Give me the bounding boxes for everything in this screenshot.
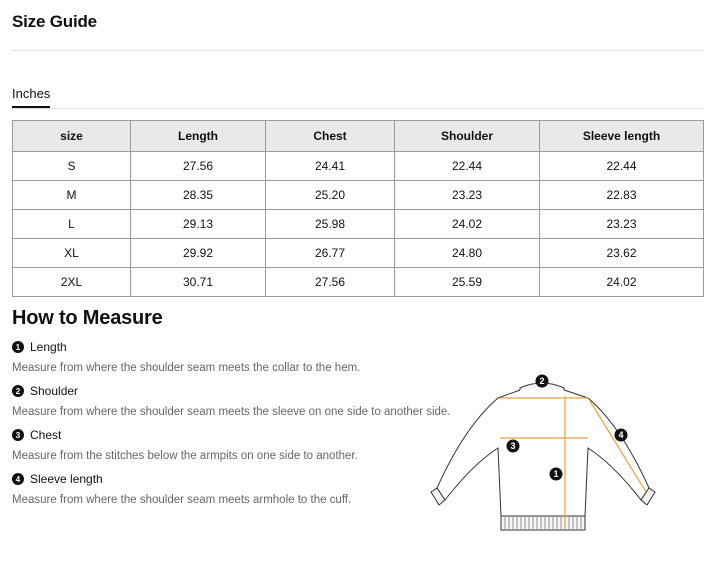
cell-chest: 27.56: [266, 268, 395, 297]
marker-4: 4: [618, 430, 624, 440]
table-row: [13, 152, 704, 181]
page-title: Size Guide: [12, 12, 97, 31]
cell-length: 29.92: [131, 239, 266, 268]
cell-length: 30.71: [131, 268, 266, 297]
cell-sleeve-length: 22.83: [540, 181, 704, 210]
cell-chest: 25.20: [266, 181, 395, 210]
table-row: [13, 210, 704, 239]
measure-description: Measure from where the shoulder seam meets armhole to the cuff.: [12, 494, 352, 506]
cell-size: L: [13, 210, 131, 239]
measure-label: Sleeve length: [30, 472, 103, 486]
cell-size: 2XL: [13, 268, 131, 297]
measure-description: Measure from the stitches below the armpits on one side to another.: [12, 450, 358, 462]
cell-shoulder: 23.23: [395, 181, 540, 210]
cell-length: 28.35: [131, 181, 266, 210]
number-3-icon: 3: [12, 429, 24, 441]
measure-label: Chest: [30, 428, 62, 442]
col-header-shoulder: Shoulder: [395, 121, 540, 152]
measure-shoulder-title: [12, 384, 78, 398]
cell-shoulder: 24.80: [395, 239, 540, 268]
col-header-size: size: [13, 121, 131, 152]
cell-chest: 25.98: [266, 210, 395, 239]
measure-label: Length: [30, 340, 67, 354]
measure-label: Shoulder: [30, 384, 79, 398]
cell-size: S: [13, 152, 131, 181]
marker-3: 3: [510, 441, 516, 451]
cell-chest: 26.77: [266, 239, 395, 268]
measure-chest-title: [12, 428, 61, 442]
how-to-measure-heading: How to Measure: [12, 307, 163, 329]
cell-sleeve-length: 24.02: [540, 268, 704, 297]
cell-length: 29.13: [131, 210, 266, 239]
marker-1: 1: [553, 469, 559, 479]
cell-sleeve-length: 23.62: [540, 239, 704, 268]
tab-inches[interactable]: Inches: [12, 86, 50, 108]
cell-chest: 24.41: [266, 152, 395, 181]
cell-shoulder: 24.02: [395, 210, 540, 239]
table-row: [13, 239, 704, 268]
col-header-length: Length: [131, 121, 266, 152]
cell-shoulder: 25.59: [395, 268, 540, 297]
cell-shoulder: 22.44: [395, 152, 540, 181]
table-row: [13, 181, 704, 210]
marker-2: 2: [539, 376, 545, 386]
table-header-row: [13, 121, 704, 152]
tab-divider: [12, 108, 704, 109]
cell-sleeve-length: 23.23: [540, 210, 704, 239]
table-row: [13, 268, 704, 297]
measure-description: Measure from where the shoulder seam meets the sleeve on one side to another side.: [12, 406, 451, 418]
number-2-icon: 2: [12, 385, 24, 397]
cell-size: XL: [13, 239, 131, 268]
cell-size: M: [13, 181, 131, 210]
measure-description: Measure from where the shoulder seam meets the collar to the hem.: [12, 362, 361, 374]
cell-sleeve-length: 22.44: [540, 152, 704, 181]
cell-length: 27.56: [131, 152, 266, 181]
measure-length-title: [12, 340, 67, 354]
divider: [12, 50, 704, 51]
number-4-icon: 4: [12, 473, 24, 485]
col-header-sleeve-length: Sleeve length: [540, 121, 704, 152]
measure-sleeve-title: [12, 472, 103, 486]
size-table: [12, 120, 704, 297]
col-header-chest: Chest: [266, 121, 395, 152]
sweater-diagram: [425, 368, 665, 538]
number-1-icon: 1: [12, 341, 24, 353]
